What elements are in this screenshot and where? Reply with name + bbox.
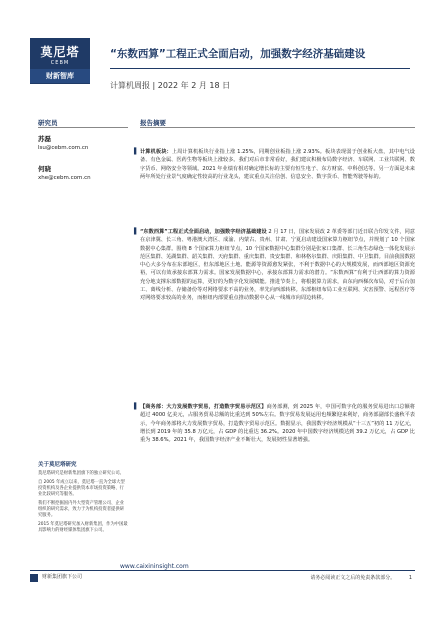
analyst-2 bbox=[38, 165, 91, 182]
bullet-marker: ▌ bbox=[134, 228, 139, 235]
paragraph-1 bbox=[140, 148, 415, 181]
about-section bbox=[38, 462, 128, 537]
analyst-email[interactable]: lsu@cebm.com.cn bbox=[38, 144, 89, 151]
about-heading: 关于莫尼塔研究 bbox=[38, 462, 77, 468]
title-divider bbox=[110, 68, 410, 69]
analyst-name: 苏磊 bbox=[38, 135, 51, 143]
section-analyst: 研究员 bbox=[38, 119, 58, 127]
analyst-divider bbox=[38, 127, 128, 128]
paragraph-lead: “东数西算”工程正式全面启动，加强数字经济基础建设 bbox=[140, 229, 267, 235]
paragraph-body: 商务部测，到 2025 年，中国可数字化的服务贸易进出口总额将超过 4000 亿美元，占服务贸易总额的比重达到 50%左右。数字贸易发展运用也频繁迎来利好，商务部副部长盛秋平表示，今年商务部将大力发展数字贸易，打造数字贸易示范区。数据显示，我国数字经济规模从“十三五”初的 11 万亿元，增长到 2019 年的 35.8 万亿元，占 GDP 的比重达 36.2%。2020 年中国数字经济规模达到 39.2 万亿元，占 GDP 比重为 38.6%。2021 年，我国数字经济产业不断壮大，发展韧性显著增强。 bbox=[140, 404, 415, 444]
paragraph-lead: 计算机板块： bbox=[140, 149, 172, 155]
website-link[interactable]: www.caixininsight.com bbox=[120, 563, 189, 570]
footer-divider bbox=[30, 570, 415, 571]
paragraph-2 bbox=[140, 228, 415, 303]
summary-divider bbox=[140, 127, 415, 128]
analyst-1 bbox=[38, 135, 88, 152]
report-title: “东数西算”工程正式全面启动，加强数字经济基础建设 bbox=[110, 48, 366, 60]
logo bbox=[30, 38, 90, 84]
about-para: 2015 年莫尼塔研究加入财新集团，作为中国最具影响力的财经媒体集团旗下公司。 bbox=[38, 522, 128, 533]
report-subtitle: 计算机周报 | 2022 年 2 月 18 日 bbox=[110, 81, 231, 90]
footer-logo-icon bbox=[30, 574, 38, 582]
section-summary: 报告摘要 bbox=[140, 119, 166, 127]
disclaimer-text: 请务必阅读正文之后的免责条款部分。 bbox=[310, 575, 396, 581]
about-para: 自 2005 年成立以来，莫尼塔一直为全球大型投资机构及各企业提供资本市场投资策略、行业比较研究等服务。 bbox=[38, 480, 125, 497]
paragraph-body: 上周计算机板块行业指上涨 1.25%，同期创业板指上涨 2.93%。板块表现弱于创业板大盘，其中电气设备、有色金属、医药生物等板块上涨较多。我们对后市非常看好，我们建议积极布局数字经济、车联网、工业共联网、数字货币、网络安全等领域。2021 年业绩有相对确定增长标的主要有恒生电子、东方财富、中科创达等。另一方面是未来两年所处行业景气度确定性较高的行业龙头，建议重点关注信创、信息安全、数字货币、智能驾驶等标的。 bbox=[140, 149, 415, 180]
logo-line2: CEBM bbox=[50, 60, 70, 66]
logo-line1: 莫尼塔 bbox=[40, 45, 80, 59]
paragraph-lead: 【商务部：大力发展数字贸易，打造数字贸易示范区】 bbox=[140, 404, 267, 410]
footer-left: 财新集团旗下公司 bbox=[42, 574, 83, 580]
paragraph-3 bbox=[140, 403, 415, 444]
about-para: 莫尼塔研究是财新集团旗下的独立研究公司。 bbox=[38, 471, 124, 476]
logo-line3: 财新智库 bbox=[30, 69, 90, 83]
about-para: 我们不断挖掘国内外大型资产管理公司、企业组织的研究需求，致力于为机构投资者提供研究服务。 bbox=[38, 501, 124, 518]
paragraph-body: 2 月 17 日，国家发展改 2 革委等部门近日联合印发文件，同意在京津冀、长三角、粤港澳大湾区、成渝、内蒙古、贵州、甘肃、宁夏启动建设国家算力枢纽节点，并规划了 10 个国家数据中心集群。围绕 8 个国家算力枢纽节点，10 个国家数据中心集群分别是张家口集群、长三角生态绿色一体化发展示范区集群、芜湖集群、韶关集群、天府集群、重庆集群、贵安集群、和林格尔集群、庆阳集群、中卫集群。目前我国数据中心大多分布在东部地区，但东部地区土地、能源等资源愈发紧张，不利于数据中心的大规模发展，而西部地区资源充裕，可以有效承接东部算力需求。国家发展数据中心，承接东部算力需求的潜力。“东数西算”有利于让西部的算力资源充分地支撑东部数据的运算，更好的为数字化发展赋能。推进节奏上，将根据算力需求，由东向西梯次布局，对于后台加工、离线分析、存储备份等对网络要求不高的业务，率先向西部转移。东部枢纽布局工业互联网、灾害预警、远程医疗等对网络要求较高的业务，而枢纽内部要重点推动数据中心从一线城市向周边转移。 bbox=[140, 229, 415, 302]
footer-right bbox=[310, 574, 412, 581]
analyst-email[interactable]: xhe@cebm.com.cn bbox=[38, 174, 91, 181]
page-number: 1 bbox=[408, 575, 412, 581]
bullet-marker: ▌ bbox=[134, 148, 139, 155]
analyst-name: 何晓 bbox=[38, 165, 51, 173]
bullet-marker: ▌ bbox=[134, 403, 139, 410]
